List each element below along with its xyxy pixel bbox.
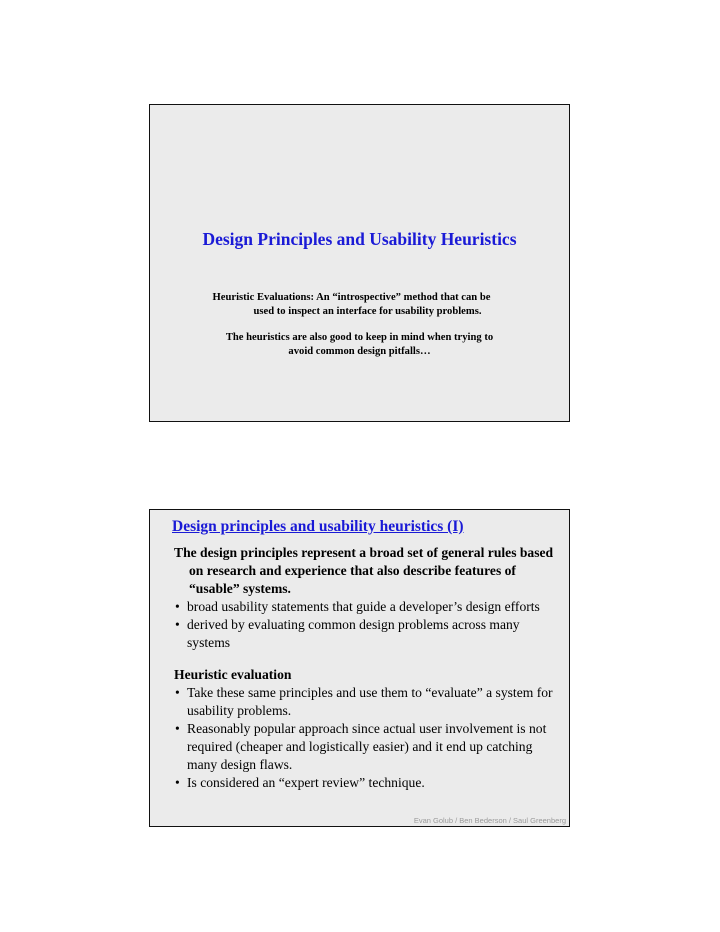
bullet-icon: •	[175, 685, 180, 700]
slide-1-paragraph-1	[150, 291, 569, 318]
list-item	[174, 598, 561, 616]
list-item-text: Is considered an “expert review” technique.	[187, 775, 425, 790]
bullet-icon: •	[175, 599, 180, 614]
slide-2-footer-credit: Evan Golub / Ben Bederson / Saul Greenberg	[413, 816, 566, 825]
list-item-text: derived by evaluating common design problems across many systems	[187, 617, 520, 650]
list-item-text: Reasonably popular approach since actual user involvement is not required (cheaper and logistically easier) and it end up catching many design flaws.	[187, 721, 547, 772]
slide-1-paragraph-2	[150, 331, 569, 358]
slide-1-paragraph-1-line-1: Heuristic Evaluations: An “introspective” method that can be	[212, 292, 491, 303]
slide-2	[149, 509, 570, 827]
slide-1	[149, 104, 570, 422]
list-item	[174, 616, 561, 652]
slide-1-paragraph-1-line-2: used to inspect an interface for usability problems.	[253, 305, 482, 317]
slide-2-intro: The design principles represent a broad set of general rules based on research and experience that also describe features of “usable” systems.	[174, 545, 554, 596]
list-item	[174, 720, 561, 774]
heuristic-evaluation-heading: Heuristic evaluation	[174, 667, 292, 682]
bullet-icon: •	[175, 775, 180, 790]
slide-1-paragraph-2-line-2: avoid common design pitfalls…	[288, 345, 431, 357]
slide-2-body	[174, 544, 561, 792]
slide-1-title: Design Principles and Usability Heuristics	[202, 229, 517, 249]
slide-2-title: Design principles and usability heuristics (I)	[172, 518, 464, 535]
heuristic-bullet-list	[174, 684, 561, 792]
list-item-text: Take these same principles and use them to “evaluate” a system for usability problems.	[187, 685, 553, 718]
bullet-icon: •	[175, 721, 180, 736]
principles-bullet-list	[174, 598, 561, 652]
list-item-text: broad usability statements that guide a developer’s design efforts	[187, 599, 540, 614]
list-item	[174, 684, 561, 720]
bullet-icon: •	[175, 617, 180, 632]
list-item	[174, 774, 561, 792]
slide-1-paragraph-2-line-1: The heuristics are also good to keep in mind when trying to	[225, 332, 494, 343]
